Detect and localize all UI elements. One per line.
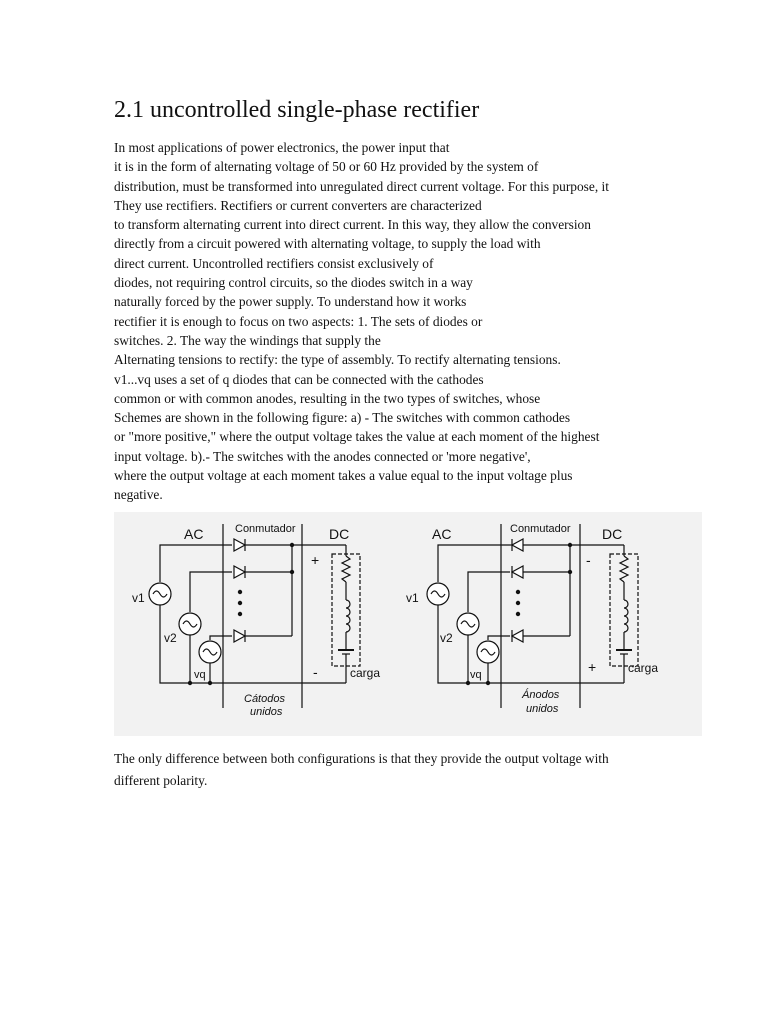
figure-caption-paragraph <box>114 748 714 791</box>
paragraph-line: negative. <box>114 487 163 503</box>
paragraph-line: where the output voltage at each moment takes a value equal to the input voltage plus <box>114 468 573 484</box>
paragraph-line: diodes, not requiring control circuits, so the diodes switch in a way <box>114 275 473 291</box>
top-polarity-sign: + <box>311 552 320 568</box>
load-label: carga <box>350 666 381 680</box>
configuration-caption-line-1: Ánodos <box>522 689 560 701</box>
paragraph-line: or "more positive," where the output voltage takes the value at each moment of the highest <box>114 429 600 445</box>
source-q-label: vq <box>194 669 206 681</box>
body-paragraph <box>114 138 714 505</box>
caption-line: different polarity. <box>114 772 208 788</box>
paragraph-line: it is in the form of alternating voltage of 50 or 60 Hz provided by the system of <box>114 159 539 175</box>
rectifier-figure <box>114 512 702 736</box>
paragraph-line: In most applications of power electronics, the power input that <box>114 140 450 155</box>
top-polarity-sign: - <box>586 552 591 568</box>
paragraph-line: to transform alternating current into direct current. In this way, they allow the conversion <box>114 217 591 233</box>
source-2-label: v2 <box>440 631 453 645</box>
ac-label: AC <box>432 526 452 542</box>
paragraph-line: v1...vq uses a set of q diodes that can be connected with the cathodes <box>114 371 484 387</box>
caption-line: The only difference between both configurations is that they provide the output voltage with <box>114 751 609 766</box>
paragraph-line: direct current. Uncontrolled rectifiers consist exclusively of <box>114 255 434 271</box>
ac-label: AC <box>184 526 204 542</box>
paragraph-line: distribution, must be transformed into unregulated direct current voltage. For this purpose, it <box>114 178 609 194</box>
switch-label: Conmutador <box>510 523 571 535</box>
paragraph-line: Schemes are shown in the following figure: a) - The switches with common cathodes <box>114 410 571 426</box>
dc-label: DC <box>602 526 623 542</box>
bottom-polarity-sign: - <box>313 664 318 680</box>
source-q-label: vq <box>470 669 482 681</box>
source-1-label: v1 <box>406 591 419 605</box>
configuration-caption-line-2: unidos <box>250 706 283 718</box>
configuration-caption-line-2: unidos <box>526 703 559 715</box>
paragraph-line: They use rectifiers. Rectifiers or current converters are characterized <box>114 197 482 213</box>
source-2-label: v2 <box>164 631 177 645</box>
switch-label: Conmutador <box>235 523 296 535</box>
bottom-polarity-sign: + <box>588 659 597 675</box>
paragraph-line: input voltage. b).- The switches with the anodes connected or 'more negative', <box>114 448 531 464</box>
paragraph-line: directly from a circuit powered with alternating voltage, to supply the load with <box>114 236 541 252</box>
paragraph-line: switches. 2. The way the windings that supply the <box>114 332 381 348</box>
paragraph-line: common or with common anodes, resulting in the two types of switches, whose <box>114 390 541 406</box>
dc-label: DC <box>329 526 350 542</box>
paragraph-line: Alternating tensions to rectify: the type of assembly. To rectify alternating tensions. <box>114 352 561 368</box>
rectifier-schematics <box>114 512 702 736</box>
source-1-label: v1 <box>132 591 145 605</box>
document-title: 2.1 uncontrolled single-phase rectifier <box>114 97 480 123</box>
paragraph-line: rectifier it is enough to focus on two aspects: 1. The sets of diodes or <box>114 313 483 329</box>
load-label: carga <box>628 661 659 675</box>
paragraph-line: naturally forced by the power supply. To understand how it works <box>114 294 467 310</box>
configuration-caption-line-1: Cátodos <box>244 693 285 705</box>
